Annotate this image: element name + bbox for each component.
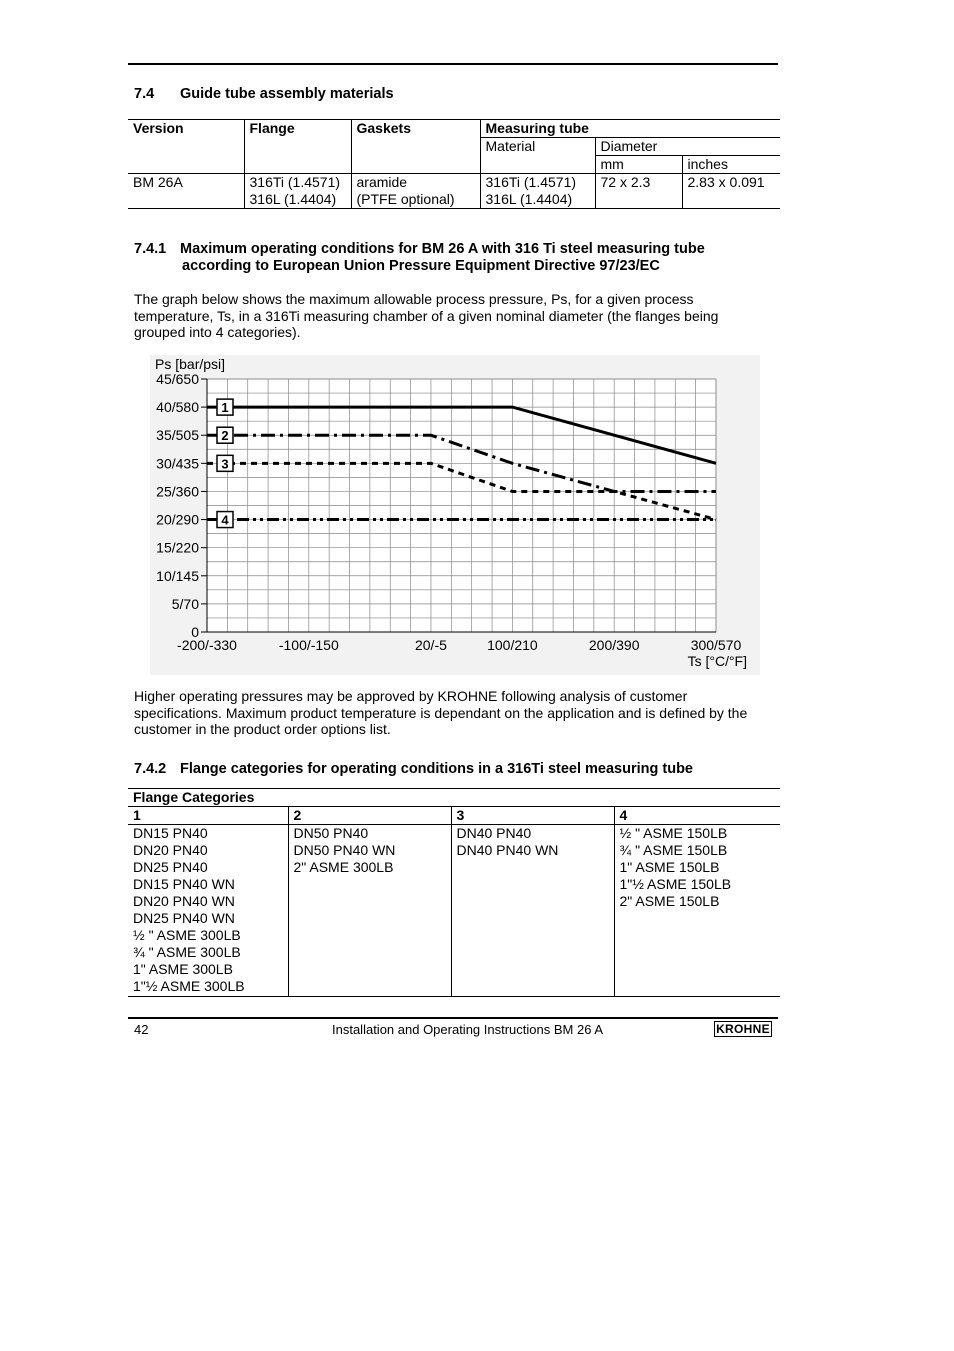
y-tick-label: 30/435 — [156, 455, 199, 472]
flange-item: DN50 PN40 — [293, 825, 369, 841]
flange-item: DN20 PN40 — [133, 842, 208, 858]
flange-item: DN15 PN40 WN — [133, 876, 235, 892]
flange-item: 2" ASME 300LB — [293, 859, 394, 875]
outro-line: specifications. Maximum product temperature is dependant on the application and is defined by the — [134, 704, 748, 721]
row-gaskets-line: aramide — [356, 174, 408, 190]
row-material-line: 316L (1.4404) — [485, 191, 573, 207]
outro-line: Higher operating pressures may be approved by KROHNE following analysis of customer — [134, 688, 688, 704]
flange-item: ¾ " ASME 300LB — [133, 944, 241, 960]
row-flange-line: 316L (1.4404) — [249, 191, 337, 207]
flange-item: 1" ASME 150LB — [619, 859, 720, 875]
krohne-logo — [714, 1021, 772, 1037]
y-tick-label: 45/650 — [156, 371, 199, 387]
flange-item: ½ " ASME 150LB — [619, 825, 728, 841]
flange-col-4 — [614, 825, 780, 997]
subsection-2-number: 7.4.2 — [134, 761, 167, 777]
intro-line: temperature, Ts, in a 316Ti measuring chamber of a given nominal diameter (the flanges being — [134, 307, 719, 324]
flange-table-title: Flange Categories — [133, 789, 255, 805]
intro-paragraph — [134, 291, 794, 341]
flange-item: ¾ " ASME 150LB — [619, 842, 728, 858]
materials-table — [128, 119, 780, 209]
y-tick-label: 25/360 — [156, 483, 199, 500]
intro-line: The graph below shows the maximum allowable process pressure, Ps, for a given process — [134, 291, 694, 307]
x-tick-label: 100/210 — [487, 637, 538, 653]
x-tick-label: 200/390 — [588, 637, 640, 653]
y-tick-label: 40/580 — [156, 399, 199, 416]
flange-col-header: 4 — [614, 807, 780, 825]
outro-paragraph — [134, 688, 794, 738]
header-material: Material — [480, 138, 595, 174]
y-tick-label: 5/70 — [171, 595, 199, 612]
row-gaskets-line: (PTFE optional) — [356, 191, 455, 207]
row-flange-line: 316Ti (1.4571) — [249, 174, 341, 190]
row-mm: 72 x 2.3 — [595, 174, 682, 209]
flange-item: DN15 PN40 — [133, 825, 208, 841]
flange-col-header: 3 — [451, 807, 614, 825]
x-tick-label: 20/-5 — [414, 637, 447, 653]
row-material-line: 316Ti (1.4571) — [485, 174, 577, 190]
row-material — [480, 174, 595, 209]
flange-item: 1"½ ASME 150LB — [619, 876, 732, 892]
flange-col-header: 2 — [288, 807, 451, 825]
subsection-2-title: Flange categories for operating conditions in a 316Ti steel measuring tube — [180, 761, 693, 777]
flange-col-2 — [288, 825, 451, 997]
series-marker-label: 3 — [221, 456, 229, 472]
x-tick-label: -200/-330 — [177, 637, 237, 653]
flange-item: DN25 PN40 WN — [133, 910, 235, 926]
y-tick-label: 0 — [191, 624, 199, 640]
flange-item: DN40 PN40 WN — [456, 842, 559, 858]
header-rule — [128, 63, 778, 65]
y-tick-label: 10/145 — [156, 567, 199, 584]
pressure-temperature-chart — [150, 355, 760, 675]
header-flange: Flange — [244, 120, 351, 174]
series-marker-label: 2 — [221, 428, 229, 444]
y-tick-label: 35/505 — [156, 427, 199, 444]
outro-line: customer in the product order options list. — [134, 721, 391, 738]
flange-item: DN20 PN40 WN — [133, 893, 235, 909]
section-number: 7.4 — [134, 86, 155, 102]
header-gaskets: Gaskets — [351, 120, 480, 174]
footer-page-number: 42 — [134, 1022, 149, 1037]
subsection-1-title-line2: according to European Union Pressure Equipment Directive 97/23/EC — [182, 258, 660, 274]
flange-item: ½ " ASME 300LB — [133, 927, 241, 943]
flange-col-3 — [451, 825, 614, 997]
footer-rule — [128, 1017, 778, 1019]
x-tick-label: -100/-150 — [278, 637, 339, 653]
y-tick-label: 20/290 — [156, 511, 199, 528]
flange-item: 1" ASME 300LB — [133, 961, 233, 977]
x-axis-label: Ts [°C/°F] — [687, 653, 747, 669]
series-marker-label: 1 — [221, 400, 229, 416]
row-gaskets — [351, 174, 480, 209]
y-axis-label: Ps [bar/psi] — [155, 356, 226, 372]
subsection-1-title-line1: Maximum operating conditions for BM 26 A with 316 Ti steel measuring tube — [180, 241, 705, 257]
flange-col-header: 1 — [133, 807, 141, 823]
footer-text: Installation and Operating Instructions BM 26 A — [332, 1022, 603, 1037]
flange-item: 2" ASME 150LB — [619, 893, 720, 909]
series-marker-label: 4 — [221, 512, 229, 528]
header-inches: inches — [682, 156, 780, 174]
row-version: BM 26A — [133, 174, 183, 190]
flange-item: 1"½ ASME 300LB — [133, 978, 245, 994]
header-diameter: Diameter — [595, 138, 780, 156]
row-flange — [244, 174, 351, 209]
header-version: Version — [128, 120, 244, 174]
flange-categories-table — [128, 788, 780, 997]
section-title: Guide tube assembly materials — [180, 86, 394, 102]
krohne-logo-text: KROHNE — [716, 1022, 770, 1036]
intro-line: grouped into 4 categories). — [134, 324, 301, 341]
x-tick-label: 300/570 — [690, 637, 742, 653]
header-mm: mm — [595, 156, 682, 174]
y-tick-label: 15/220 — [156, 539, 199, 556]
flange-item: DN25 PN40 — [133, 859, 208, 875]
header-measuring-tube: Measuring tube — [480, 120, 780, 138]
row-inches: 2.83 x 0.091 — [682, 174, 780, 209]
flange-item: DN40 PN40 — [456, 825, 532, 841]
subsection-1-number: 7.4.1 — [134, 241, 167, 257]
flange-col-1 — [128, 825, 288, 997]
flange-item: DN50 PN40 WN — [293, 842, 396, 858]
